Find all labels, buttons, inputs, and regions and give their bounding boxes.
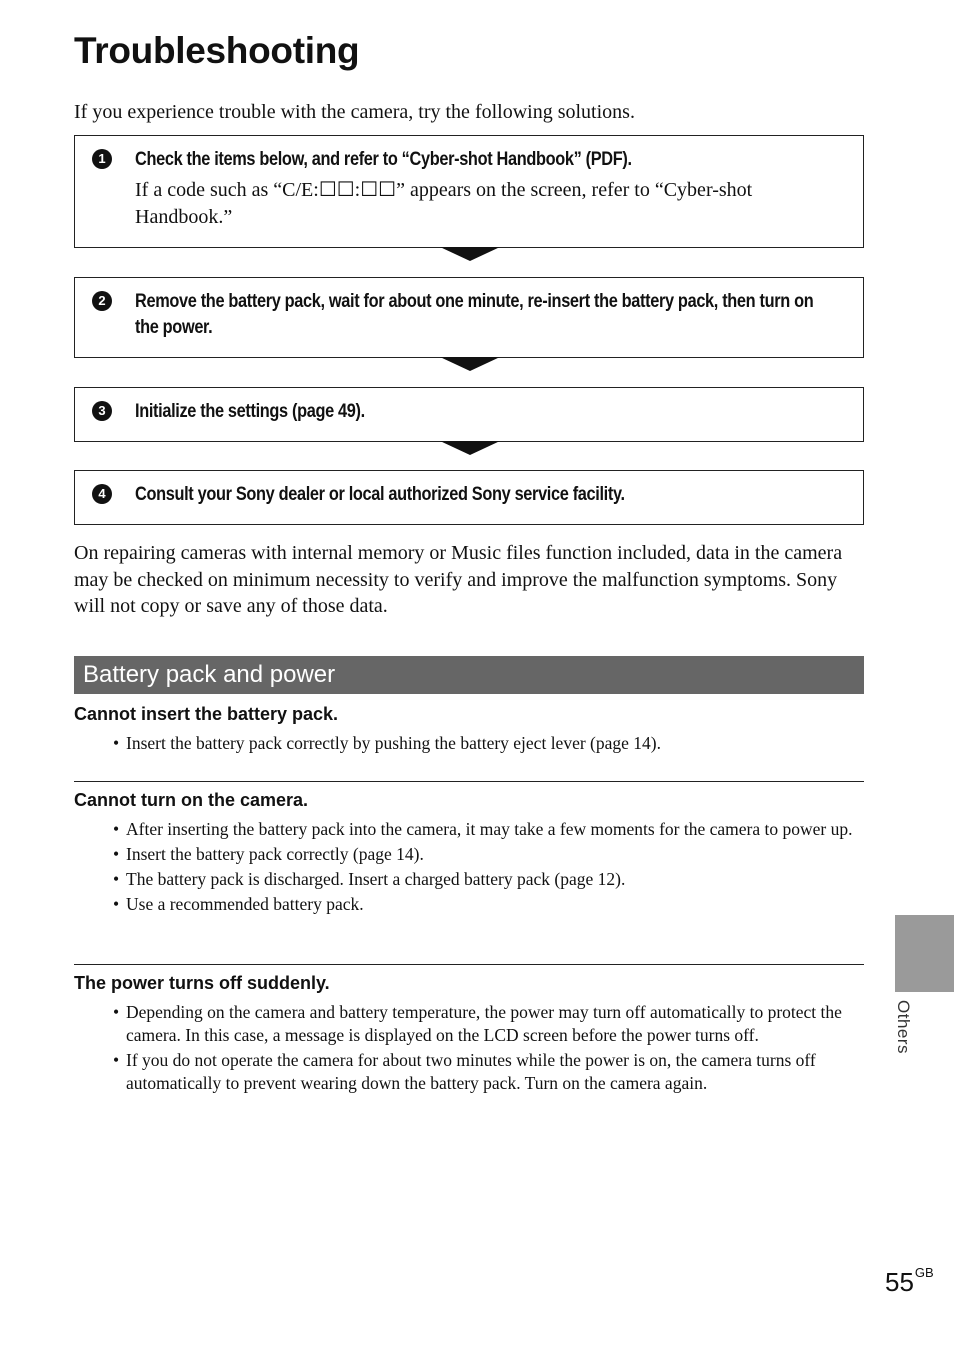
solution-list: [113, 818, 865, 918]
chapter-tab: [895, 915, 954, 992]
solution-list: [113, 732, 865, 757]
page-number-value: 55: [885, 1267, 914, 1297]
page-number: [885, 1267, 934, 1298]
step-heading: Initialize the settings (page 49).: [135, 401, 365, 422]
step-heading: Check the items below, and refer to “Cyber-shot Handbook” (PDF).: [135, 149, 632, 170]
section-title: Battery pack and power: [83, 661, 336, 688]
solution-item: • Use a recommended battery pack.: [113, 893, 865, 916]
solution-item: • After inserting the battery pack into the camera, it may take a few moments for the camera to power up.: [113, 818, 865, 841]
step-heading: Remove the battery pack, wait for about one minute, re-insert the battery pack, then turn on the power.: [135, 291, 814, 338]
problem-title: The power turns off suddenly.: [74, 973, 330, 993]
page-suffix: GB: [914, 1265, 934, 1281]
down-arrow-icon: [440, 247, 500, 261]
step-box-2: [74, 277, 864, 358]
solution-item: • Insert the battery pack correctly (page 14).: [113, 843, 865, 866]
down-arrow-icon: [440, 357, 500, 371]
divider: [74, 781, 864, 782]
divider: [74, 964, 864, 965]
solution-list: [113, 1001, 865, 1097]
intro-text: If you experience trouble with the camera, try the following solutions.: [74, 101, 635, 123]
step-number-badge: 4: [92, 484, 112, 504]
repair-note: On repairing cameras with internal memory or Music files function included, data in the camera may be checked on minimum necessity to verify and improve the malfunction symptoms. Sony will not copy or save any of those data.: [74, 542, 843, 617]
step-heading: Consult your Sony dealer or local authorized Sony service facility.: [135, 484, 625, 505]
step-body: If a code such as “C/E:☐☐:☐☐” appears on the screen, refer to “Cyber-shot Handbook.”: [135, 179, 753, 228]
solution-item: • If you do not operate the camera for about two minutes while the power is on, the camera turns off automatically to prevent wearing down the battery pack. Turn on the camera again.: [113, 1049, 865, 1095]
problem-title: Cannot insert the battery pack.: [74, 704, 339, 724]
solution-item: • Depending on the camera and battery temperature, the power may turn off automatically to protect the camera. In this case, a message is displayed on the LCD screen before the power turns off.: [113, 1001, 865, 1047]
chapter-label: Others: [894, 1000, 913, 1055]
section-header: [74, 656, 864, 694]
solution-item: • Insert the battery pack correctly by pushing the battery eject lever (page 14).: [113, 732, 865, 755]
step-number-badge: 2: [92, 291, 112, 311]
step-box-4: [74, 470, 864, 525]
solution-item: • The battery pack is discharged. Insert a charged battery pack (page 12).: [113, 868, 865, 891]
step-number-badge: 1: [92, 149, 112, 169]
page-title: Troubleshooting: [74, 30, 360, 71]
problem-title: Cannot turn on the camera.: [74, 790, 309, 810]
down-arrow-icon: [440, 441, 500, 455]
step-box-1: [74, 135, 864, 248]
step-box-3: [74, 387, 864, 442]
step-number-badge: 3: [92, 401, 112, 421]
